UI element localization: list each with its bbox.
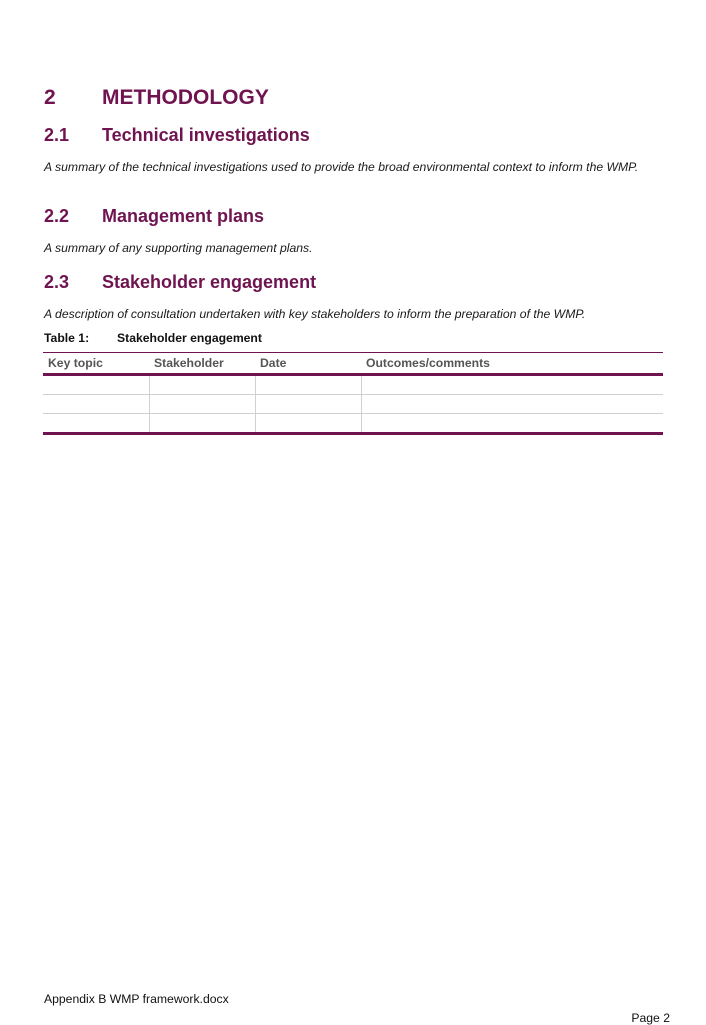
header-date: Date [255,353,361,375]
table-cell[interactable] [255,395,361,414]
subsection-heading-stakeholder-engagement [44,270,316,294]
header-key-topic: Key topic [43,353,149,375]
subsection-number: 2.1 [44,125,70,145]
table-cell[interactable] [255,375,361,395]
table-cell[interactable] [43,375,149,395]
stakeholder-engagement-text: A description of consultation undertaken with key stakeholders to inform the preparation of the WMP. [44,307,586,321]
table-caption-title: Stakeholder engagement [117,331,262,345]
table-cell[interactable] [43,395,149,414]
table-cell[interactable] [43,414,149,434]
header-stakeholder: Stakeholder [149,353,255,375]
subsection-title: Management plans [102,206,265,226]
subsection-heading-technical-investigations [44,123,310,147]
footer-document-name: Appendix B WMP framework.docx [44,992,229,1006]
table-row [43,414,663,434]
section-heading [44,84,269,112]
table-cell[interactable] [361,395,663,414]
table-cell[interactable] [361,375,663,395]
table-row [43,395,663,414]
subsection-number: 2.3 [44,272,70,292]
table-row [43,375,663,395]
section-title: METHODOLOGY [102,86,269,109]
subsection-title: Technical investigations [102,125,310,145]
technical-investigations-text: A summary of the technical investigations used to provide the broad environmental context to inform the WMP. [44,160,639,174]
subsection-number: 2.2 [44,206,70,226]
table-cell[interactable] [149,414,255,434]
subsection-heading-management-plans [44,204,264,228]
footer-page-number: Page 2 [631,1011,670,1025]
table-cell[interactable] [255,414,361,434]
subsection-title: Stakeholder engagement [102,272,317,292]
table-caption [44,330,262,346]
section-number: 2 [44,86,56,109]
header-outcomes-comments: Outcomes/comments [361,353,663,375]
table-caption-number: Table 1: [44,331,90,345]
table-header-row [43,353,663,375]
management-plans-text: A summary of any supporting management plans. [44,241,313,255]
table-cell[interactable] [149,375,255,395]
stakeholder-engagement-table [43,352,663,435]
table-cell[interactable] [149,395,255,414]
table-cell[interactable] [361,414,663,434]
